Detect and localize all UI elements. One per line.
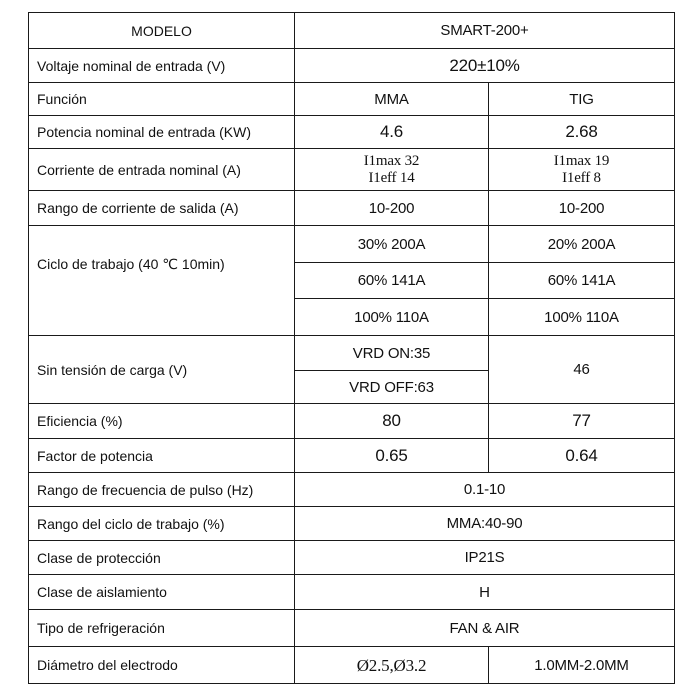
row-insulation [29, 575, 675, 610]
row-duty-range [29, 507, 675, 541]
voltage-value: 220±10% [295, 49, 675, 83]
spec-table [28, 12, 675, 684]
function-tig: TIG [489, 83, 675, 116]
electrode-tig: 1.0MM-2.0MM [489, 647, 675, 684]
row-electrode [29, 647, 675, 684]
cooling-label: Tipo de refrigeración [29, 610, 295, 647]
input-current-mma-max: I1max 32 [363, 152, 420, 169]
input-current-tig [489, 149, 675, 191]
duty-cycle-label: Ciclo de trabajo (40 ℃ 10min) [29, 226, 295, 336]
output-range-tig: 10-200 [489, 191, 675, 226]
power-factor-mma: 0.65 [295, 439, 489, 473]
row-voltage [29, 49, 675, 83]
row-cooling [29, 610, 675, 647]
row-no-load-1 [29, 336, 675, 371]
duty-range-label: Rango del ciclo de trabajo (%) [29, 507, 295, 541]
insulation-label: Clase de aislamiento [29, 575, 295, 610]
model-value: SMART-200+ [295, 13, 675, 49]
row-duty-1 [29, 226, 675, 263]
row-power-factor [29, 439, 675, 473]
duty-mma-2: 60% 141A [295, 263, 489, 299]
efficiency-mma: 80 [295, 404, 489, 439]
insulation-value: H [295, 575, 675, 610]
duty-tig-2: 60% 141A [489, 263, 675, 299]
voltage-label: Voltaje nominal de entrada (V) [29, 49, 295, 83]
electrode-label: Diámetro del electrodo [29, 647, 295, 684]
power-tig: 2.68 [489, 116, 675, 149]
function-label: Función [29, 83, 295, 116]
duty-mma-1: 30% 200A [295, 226, 489, 263]
row-power [29, 116, 675, 149]
power-factor-label: Factor de potencia [29, 439, 295, 473]
input-current-mma [295, 149, 489, 191]
protection-label: Clase de protección [29, 541, 295, 575]
protection-value: IP21S [295, 541, 675, 575]
duty-range-value: MMA:40-90 [295, 507, 675, 541]
no-load-tig: 46 [489, 336, 675, 404]
no-load-label: Sin tensión de carga (V) [29, 336, 295, 404]
no-load-vrd-off: VRD OFF:63 [295, 371, 489, 404]
power-label: Potencia nominal de entrada (KW) [29, 116, 295, 149]
duty-mma-3: 100% 110A [295, 299, 489, 336]
output-range-mma: 10-200 [295, 191, 489, 226]
duty-tig-1: 20% 200A [489, 226, 675, 263]
duty-tig-3: 100% 110A [489, 299, 675, 336]
power-factor-tig: 0.64 [489, 439, 675, 473]
row-pulse-freq [29, 473, 675, 507]
pulse-freq-label: Rango de frecuencia de pulso (Hz) [29, 473, 295, 507]
efficiency-tig: 77 [489, 404, 675, 439]
output-range-label: Rango de corriente de salida (A) [29, 191, 295, 226]
input-current-tig-eff: I1eff 8 [562, 169, 601, 186]
model-label: MODELO [29, 13, 295, 49]
row-output-range [29, 191, 675, 226]
electrode-mma: Ø2.5,Ø3.2 [295, 647, 489, 684]
row-model [29, 13, 675, 49]
power-mma: 4.6 [295, 116, 489, 149]
cooling-value: FAN & AIR [295, 610, 675, 647]
row-efficiency [29, 404, 675, 439]
input-current-tig-max: I1max 19 [553, 152, 610, 169]
row-input-current [29, 149, 675, 191]
row-protection [29, 541, 675, 575]
efficiency-label: Eficiencia (%) [29, 404, 295, 439]
no-load-vrd-on: VRD ON:35 [295, 336, 489, 371]
input-current-label: Corriente de entrada nominal (A) [29, 149, 295, 191]
row-function [29, 83, 675, 116]
pulse-freq-value: 0.1-10 [295, 473, 675, 507]
input-current-mma-eff: I1eff 14 [368, 169, 415, 186]
function-mma: MMA [295, 83, 489, 116]
